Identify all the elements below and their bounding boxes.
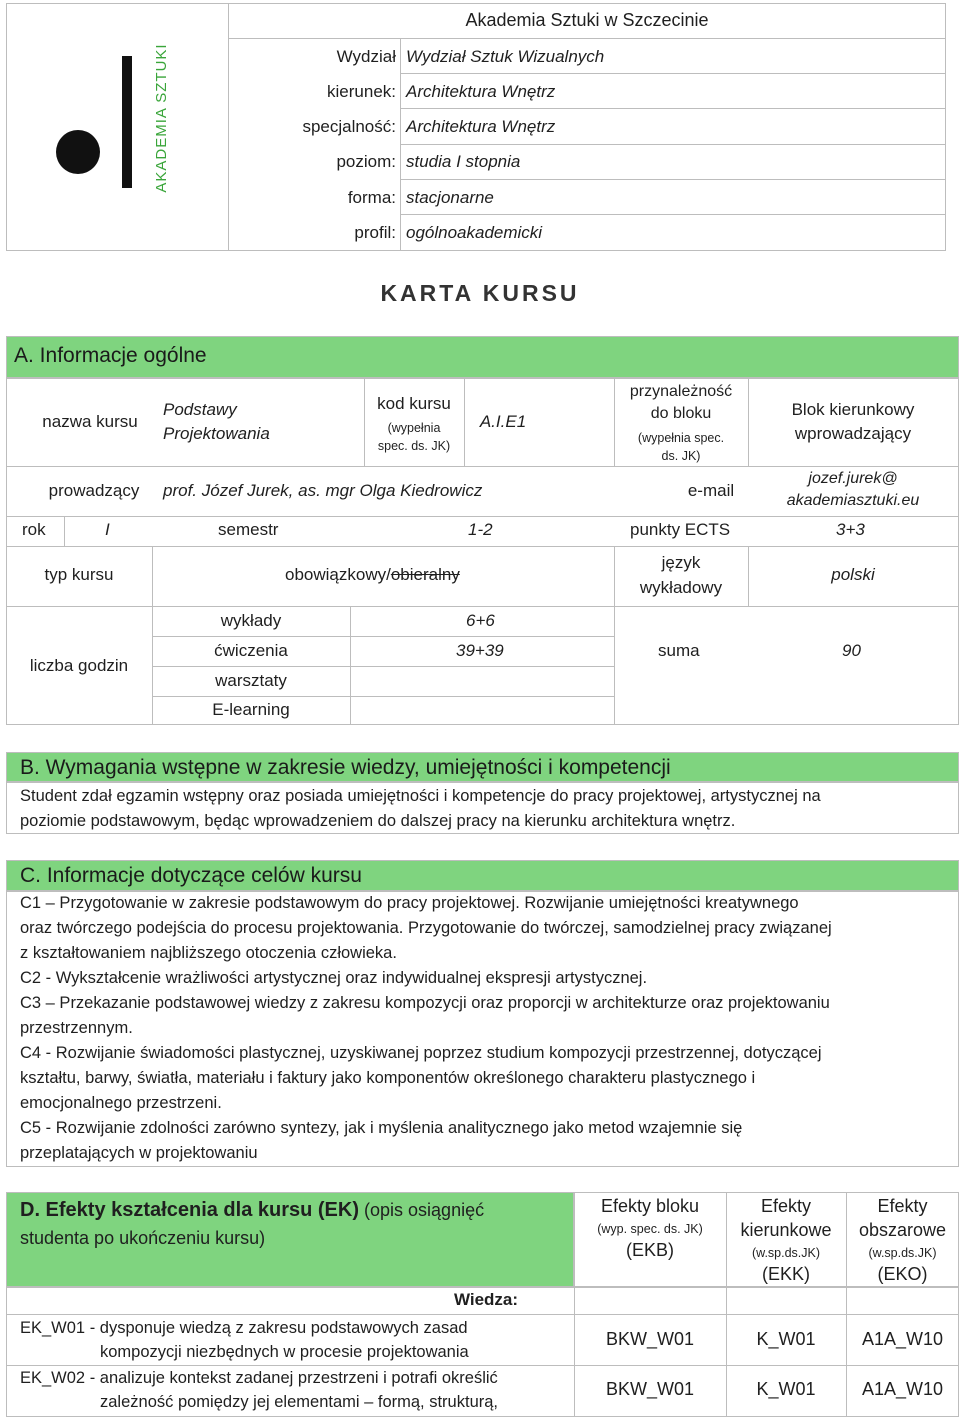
col-ekb-title: Efekty bloku (600, 1196, 700, 1216)
col-ekk-title: Efekty (760, 1196, 812, 1216)
col-ekb-abbr: (EKB) (625, 1240, 674, 1260)
goal-line: C1 – Przygotowanie w zakresie podstawowym do pracy projektowej. Rozwijanie umiejętności kreatywnego (20, 894, 799, 912)
ects-value: 3+3 (836, 520, 865, 539)
ek-row-1-eko: A1A_W10 (861, 1329, 944, 1349)
header-value-level: studia I stopnia (406, 152, 521, 171)
header-value-specialty: Architektura Wnętrz (406, 117, 556, 136)
ek-row-1-line1: EK_W01 - dysponuje wiedzą z zakresu podstawowych zasad (20, 1319, 468, 1337)
knowledge-label: Wiedza: (453, 1290, 519, 1309)
language-value: polski (831, 565, 875, 584)
ek-row-2-line2: zależność pomiędzy jej elementami – formą, strukturą, (100, 1393, 498, 1411)
hours-label: liczba godzin (29, 656, 129, 675)
course-type-value (285, 565, 460, 585)
course-type-mandatory: obowiązkowy/ (285, 565, 391, 584)
ek-row-1-line2: kompozycji niezbędnych w procesie projektowania (100, 1343, 469, 1361)
logo-divider (228, 3, 229, 251)
semester-label: semestr (218, 520, 279, 539)
block-value-2: wprowadzający (794, 424, 912, 443)
header-label-form: forma: (347, 188, 396, 207)
a-row-line (6, 466, 959, 467)
col-ekk-note: (w.sp.ds.JK) (751, 1246, 821, 1260)
language-label-1: język (661, 553, 701, 572)
hours-workshops-label: warsztaty (215, 671, 287, 690)
ek-row-1-ekb: BKW_W01 (605, 1329, 695, 1349)
header-label-faculty: Wydział (336, 47, 396, 66)
hours-elearning-label: E-learning (212, 700, 290, 719)
section-d-heading-rest: (opis osiągnięć (359, 1200, 485, 1220)
ects-label: punkty ECTS (630, 520, 731, 539)
email-label: e-mail (687, 481, 735, 500)
section-b-heading: B. Wymagania wstępne w zakresie wiedzy, umiejętności i kompetencji (20, 756, 671, 779)
section-d-heading-line2: studenta po ukończeniu kursu) (20, 1228, 266, 1248)
header-label-level: poziom: (336, 152, 396, 171)
header-label-profile: profil: (354, 223, 396, 242)
lecturer-label: prowadzący (48, 481, 140, 500)
year-value: I (105, 520, 110, 539)
year-label: rok (22, 520, 46, 539)
hours-sum-value: 90 (842, 641, 861, 660)
section-d-heading (20, 1196, 570, 1252)
hours-exercises-label: ćwiczenia (214, 641, 288, 660)
header-divider-top (228, 38, 946, 39)
block-label-1: przynależność (629, 383, 733, 400)
goal-line: oraz twórczego podejścia do procesu projektowania. Przygotowanie do twórczej, samodzielnej pracy związanej (20, 919, 832, 937)
a-divider (614, 606, 615, 725)
col-eko-title-2: obszarowe (858, 1220, 947, 1240)
a-row-line (6, 516, 959, 517)
section-b-text-1: Student zdał egzamin wstępny oraz posiada umiejętności i kompetencje do pracy projektowej, artystycznej na (20, 787, 821, 805)
ek-row-2-ekb: BKW_W01 (605, 1379, 695, 1399)
block-note-2: ds. JK) (661, 449, 701, 463)
col-ekk-title-2: kierunkowe (740, 1220, 832, 1240)
email-value-2: akademiasztuki.eu (786, 492, 920, 509)
block-label-2: do bloku (650, 405, 712, 422)
d-row-line (6, 1314, 959, 1315)
course-name-label: nazwa kursu (42, 412, 138, 431)
col-ekk-abbr: (EKK) (761, 1264, 810, 1284)
language-label-2: wykładowy (639, 578, 723, 597)
a-divider (748, 378, 749, 466)
hours-line (152, 696, 614, 697)
goal-line: przestrzennym. (20, 1019, 133, 1037)
lecturer-value: prof. Józef Jurek, as. mgr Olga Kiedrowicz (163, 481, 483, 500)
a-divider (64, 516, 65, 546)
header-value-profile: ogólnoakademicki (406, 223, 543, 242)
header-value-form: stacjonarne (406, 188, 494, 207)
goal-line: kształtu, barwy, światła, materiału i faktury jako komponentów określonego charakteru plastycznego i (20, 1069, 756, 1087)
header-label-field: kierunek: (327, 82, 396, 101)
col-eko-title: Efekty (877, 1196, 928, 1216)
header-label-specialty: specjalność: (302, 117, 396, 136)
goal-line: C2 - Wykształcenie wrażliwości artystycznej oraz indywidualnej ekspresji artystycznej. (20, 969, 648, 987)
goal-line: emocjonalnego przestrzeni. (20, 1094, 222, 1112)
block-value-1: Blok kierunkowy (791, 400, 915, 419)
academy-logo (50, 40, 210, 220)
email-value-1: jozef.jurek@ (808, 470, 898, 487)
course-code-label: kod kursu (377, 394, 451, 413)
logo-text: AKADEMIA SZTUKI (153, 43, 170, 193)
hours-sum-label: suma (658, 641, 700, 660)
header-label-divider (400, 38, 401, 251)
course-name-value-2: Projektowania (163, 424, 270, 443)
hours-line (152, 666, 614, 667)
hours-lectures-label: wykłady (220, 611, 282, 630)
header-row-line (400, 73, 946, 74)
ek-row-1-ekk: K_W01 (756, 1329, 816, 1349)
header-row-line (400, 214, 946, 215)
section-d-heading-bold: D. Efekty kształcenia dla kursu (EK) (20, 1199, 360, 1221)
course-name-value-1: Podstawy (163, 400, 237, 419)
section-b-text-2: poziomie podstawowym, będąc wprowadzeniem do dalszej pracy na kierunku architektura wnętrz. (20, 812, 736, 830)
col-eko-note: (w.sp.ds.JK) (868, 1246, 937, 1260)
course-type-elective: obieralny (390, 565, 460, 584)
goal-line: z kształtowaniem najbliższego otoczenia człowieka. (20, 944, 397, 962)
course-type-label: typ kursu (44, 565, 114, 584)
semester-value: 1-2 (468, 520, 493, 539)
hours-exercises-value: 39+39 (456, 641, 504, 660)
a-row-line (6, 546, 959, 547)
institution-name: Akademia Sztuki w Szczecinie (465, 10, 709, 30)
header-row-line (400, 144, 946, 145)
a-row-line (6, 606, 959, 607)
ek-row-2-eko: A1A_W10 (861, 1379, 944, 1399)
header-value-faculty: Wydział Sztuk Wizualnych (406, 47, 605, 66)
course-code-note-2: spec. ds. JK) (377, 439, 451, 453)
ek-row-2-ekk: K_W01 (756, 1379, 816, 1399)
block-note-1: (wypełnia spec. (637, 431, 725, 445)
goal-line: C4 - Rozwijanie świadomości plastycznej, uzyskiwanej poprzez studium kompozycji przestrzennej, dotyczącej (20, 1044, 822, 1062)
col-ekb-note: (wyp. spec. ds. JK) (597, 1222, 703, 1236)
section-a-heading: A. Informacje ogólne (14, 344, 207, 367)
ek-row-2-line1: EK_W02 - analizuje kontekst zadanej przestrzeni i potrafi określić (20, 1369, 498, 1387)
course-code-note-1: (wypełnia (387, 421, 441, 435)
section-c-heading: C. Informacje dotyczące celów kursu (20, 864, 362, 887)
col-eko-abbr: (EKO) (877, 1264, 928, 1284)
header-value-field: Architektura Wnętrz (406, 82, 556, 101)
hours-line (152, 636, 614, 637)
goal-line: C3 – Przekazanie podstawowej wiedzy z zakresu kompozycji oraz proporcji w architekturze oraz projektowaniu (20, 994, 830, 1012)
goal-line: przeplatających w projektowaniu (20, 1144, 258, 1162)
goal-line: C5 - Rozwijanie zdolności zarówno syntezy, jak i myślenia analitycznego jako metod wzajemnie się (20, 1119, 743, 1137)
course-code-value: A.I.E1 (479, 412, 527, 431)
hours-lectures-value: 6+6 (466, 611, 495, 630)
header-row-line (400, 179, 946, 180)
header-row-line (400, 108, 946, 109)
page-title: KARTA KURSU (380, 280, 580, 306)
